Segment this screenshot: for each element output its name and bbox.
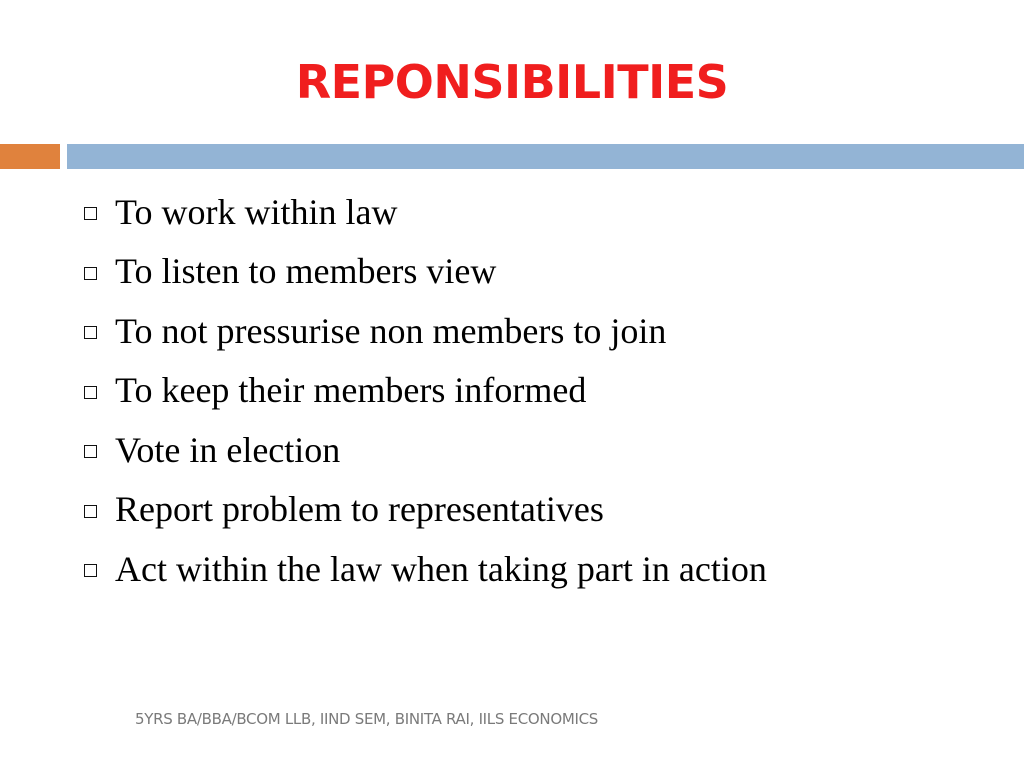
bullet-text: To keep their members informed: [115, 370, 587, 411]
hollow-square-icon: [84, 207, 97, 220]
bullet-item: [80, 539, 767, 599]
hollow-square-icon: [84, 386, 97, 399]
hollow-square-icon: [84, 505, 97, 518]
bullet-item: [80, 182, 767, 242]
slide-title: REPONSIBILITIES: [295, 55, 729, 109]
bullet-text: To listen to members view: [115, 251, 497, 292]
bullet-item: [80, 242, 767, 302]
hollow-square-icon: [84, 445, 97, 458]
hollow-square-icon: [84, 564, 97, 577]
hollow-square-icon: [84, 326, 97, 339]
blue-accent-bar: [67, 144, 1024, 169]
orange-accent-bar: [0, 144, 60, 169]
bullet-text: To work within law: [115, 191, 398, 232]
bullet-list: [80, 182, 767, 599]
slide-footer: 5YRS BA/BBA/BCOM LLB, IIND SEM, BINITA RAI, IILS ECONOMICS: [135, 710, 599, 728]
hollow-square-icon: [84, 267, 97, 280]
bullet-text: Act within the law when taking part in action: [115, 548, 767, 589]
bullet-text: To not pressurise non members to join: [115, 310, 667, 351]
bullet-item: [80, 301, 767, 361]
bullet-item: [80, 361, 767, 421]
bullet-item: [80, 480, 767, 540]
bullet-text: Vote in election: [115, 429, 341, 470]
bullet-text: Report problem to representatives: [115, 489, 604, 530]
bullet-item: [80, 420, 767, 480]
